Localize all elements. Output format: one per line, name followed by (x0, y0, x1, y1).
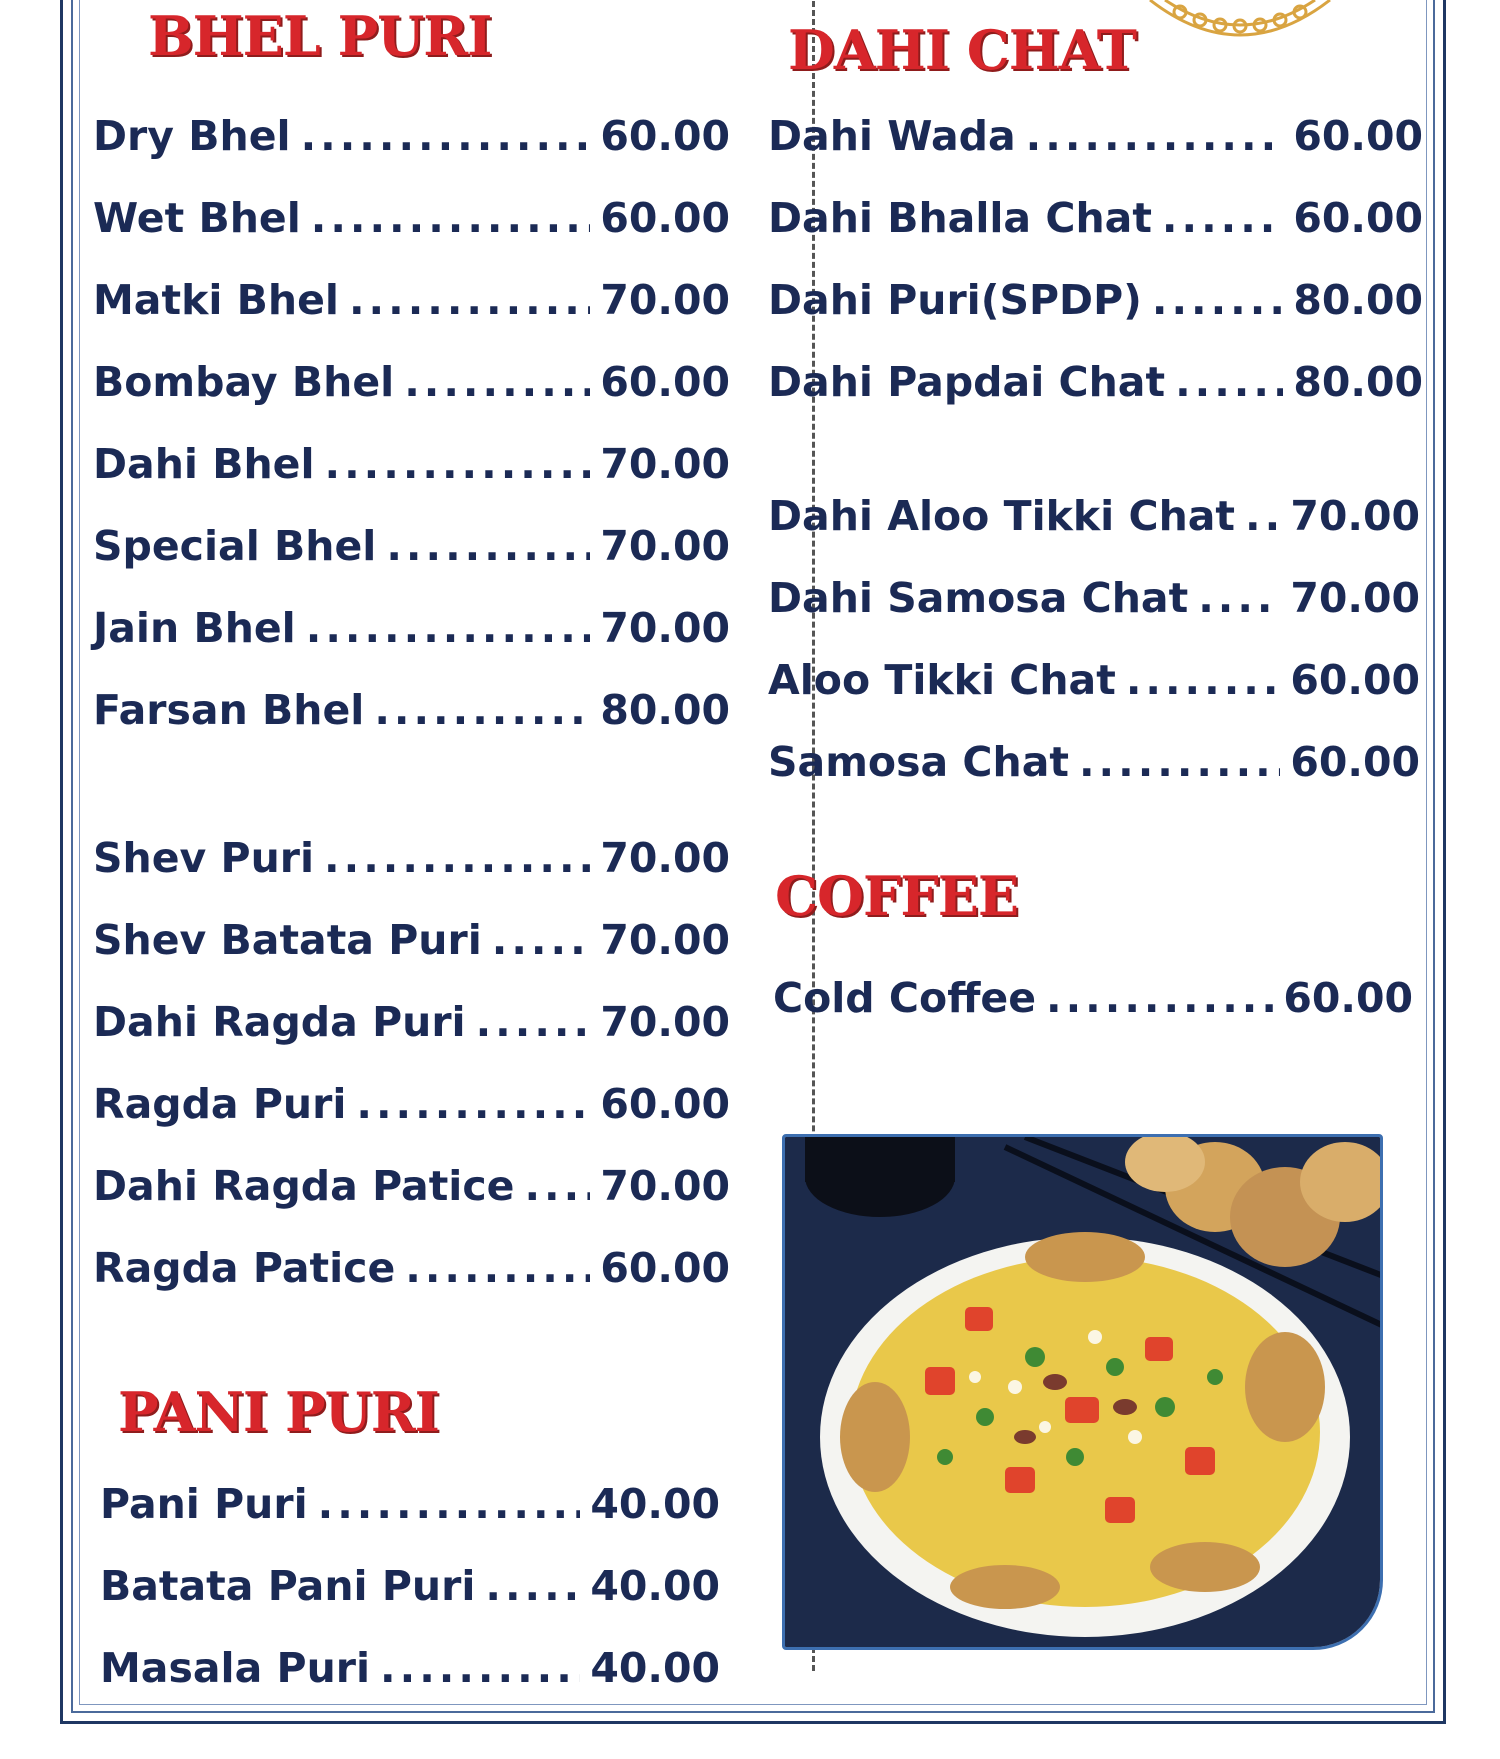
menu-item-price: 40.00 (590, 1644, 720, 1692)
heading-pani-puri: PANI PURI (118, 1380, 439, 1444)
heading-dahi-chat: DAHI CHAT (788, 18, 1136, 82)
dot-leader (485, 1560, 580, 1612)
menu-item-name: Dahi Wada (768, 112, 1016, 160)
menu-item (100, 1642, 720, 1694)
dot-leader (306, 602, 591, 654)
menu-item-price: 70.00 (600, 440, 730, 488)
dot-leader (1162, 192, 1283, 244)
menu-item-name: Masala Puri (100, 1644, 371, 1692)
menu-item-name: Bombay Bhel (93, 358, 395, 406)
dot-leader (524, 1160, 590, 1212)
menu-item-name: Batata Pani Puri (100, 1562, 476, 1610)
menu-item-price: 60.00 (1293, 194, 1423, 242)
menu-item (768, 572, 1420, 624)
menu-item-price: 60.00 (1290, 656, 1420, 704)
menu-item-price: 70.00 (600, 1162, 730, 1210)
menu-item-name: Dahi Samosa Chat (768, 574, 1189, 622)
menu-item (93, 996, 730, 1048)
menu-item-name: Cold Coffee (773, 974, 1037, 1022)
menu-item (768, 736, 1420, 788)
menu-item-price: 80.00 (600, 686, 730, 734)
menu-item (93, 1078, 730, 1130)
menu-item (93, 1242, 730, 1294)
menu-item-name: Ragda Puri (93, 1080, 347, 1128)
dot-leader (349, 274, 590, 326)
menu-item-name: Dahi Bhel (93, 440, 315, 488)
menu-item-name: Farsan Bhel (93, 686, 365, 734)
menu-item-price: 60.00 (600, 194, 730, 242)
dot-leader (325, 438, 591, 490)
menu-item (93, 192, 730, 244)
menu-item (768, 274, 1423, 326)
menu-item (768, 490, 1420, 542)
menu-item-name: Ragda Patice (93, 1244, 396, 1292)
dot-leader (1046, 972, 1273, 1024)
menu-item-price: 70.00 (600, 998, 730, 1046)
menu-item-name: Dahi Papdai Chat (768, 358, 1166, 406)
menu-item-price: 70.00 (1290, 492, 1420, 540)
menu-item-price: 70.00 (600, 522, 730, 570)
menu-item (93, 274, 730, 326)
menu-item-price: 80.00 (1293, 358, 1423, 406)
menu-item (100, 1560, 720, 1612)
dot-leader (1026, 110, 1284, 162)
menu-item-name: Dry Bhel (93, 112, 291, 160)
menu-item-price: 80.00 (1293, 276, 1423, 324)
menu-item-price: 70.00 (600, 834, 730, 882)
dot-leader (301, 110, 591, 162)
menu-item-name: Dahi Aloo Tikki Chat (768, 492, 1236, 540)
menu-item-price: 70.00 (1290, 574, 1420, 622)
menu-item (93, 1160, 730, 1212)
dot-leader (1175, 356, 1283, 408)
dot-leader (380, 1642, 580, 1694)
menu-item-name: Shev Batata Puri (93, 916, 482, 964)
menu-item (93, 110, 730, 162)
menu-item-price: 60.00 (1290, 738, 1420, 786)
dot-leader (1245, 490, 1280, 542)
menu-item-price: 40.00 (590, 1562, 720, 1610)
menu-item-name: Aloo Tikki Chat (768, 656, 1116, 704)
dot-leader (1079, 736, 1280, 788)
menu-item (93, 438, 730, 490)
menu-item (773, 972, 1413, 1024)
menu-item (768, 192, 1423, 244)
menu-item (93, 684, 730, 736)
dot-leader (492, 914, 591, 966)
menu-item-name: Jain Bhel (93, 604, 296, 652)
menu-item-price: 70.00 (600, 276, 730, 324)
menu-item-name: Matki Bhel (93, 276, 339, 324)
dot-leader (404, 356, 590, 408)
dot-leader (318, 1478, 581, 1530)
menu-item-name: Shev Puri (93, 834, 315, 882)
menu-item-name: Dahi Bhalla Chat (768, 194, 1152, 242)
menu-item-name: Samosa Chat (768, 738, 1069, 786)
menu-item (93, 832, 730, 884)
menu-item (93, 602, 730, 654)
menu-item-price: 60.00 (600, 1244, 730, 1292)
menu-item (100, 1478, 720, 1530)
dot-leader (356, 1078, 590, 1130)
menu-item-name: Special Bhel (93, 522, 377, 570)
menu-item-price: 60.00 (600, 358, 730, 406)
dot-leader (386, 520, 590, 572)
heading-coffee: COFFEE (775, 864, 1019, 928)
menu-item-price: 60.00 (1283, 974, 1413, 1022)
dot-leader (1126, 654, 1280, 706)
dot-leader (476, 996, 591, 1048)
menu-item-name: Dahi Ragda Puri (93, 998, 466, 1046)
menu-item-name: Dahi Ragda Patice (93, 1162, 515, 1210)
menu-item-price: 60.00 (600, 1080, 730, 1128)
menu-item-price: 60.00 (1293, 112, 1423, 160)
dot-leader (311, 192, 591, 244)
menu-item (93, 356, 730, 408)
food-photo (782, 1134, 1383, 1650)
dot-leader (405, 1242, 590, 1294)
menu-item-price: 70.00 (600, 916, 730, 964)
menu-item (768, 356, 1423, 408)
menu-item-name: Pani Puri (100, 1480, 308, 1528)
dot-leader (324, 832, 590, 884)
dot-leader (374, 684, 590, 736)
heading-bhel-puri: BHEL PURI (148, 4, 492, 68)
dot-leader (1198, 572, 1280, 624)
menu-item-price: 40.00 (590, 1480, 720, 1528)
mandala-ornament-icon (1140, 0, 1340, 40)
dot-leader (1152, 274, 1283, 326)
menu-item (768, 110, 1423, 162)
menu-item-name: Dahi Puri(SPDP) (768, 276, 1142, 324)
menu-item (93, 520, 730, 572)
menu-item-price: 70.00 (600, 604, 730, 652)
menu-item-price: 60.00 (600, 112, 730, 160)
menu-item (93, 914, 730, 966)
menu-item-name: Wet Bhel (93, 194, 301, 242)
menu-item (768, 654, 1420, 706)
